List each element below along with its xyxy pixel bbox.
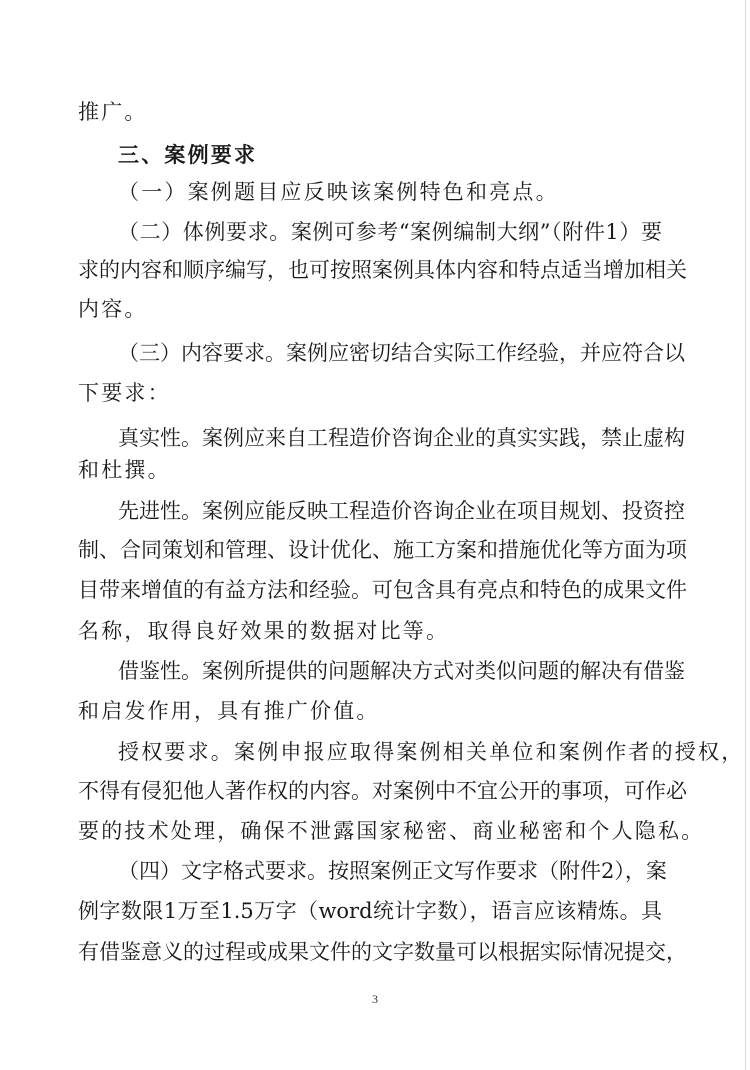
text-line: 下要求：: [78, 381, 171, 405]
text-line: 有借鉴意义的过程或成果文件的文字数量可以根据实际情况提交，: [78, 940, 687, 964]
text-line: 求的内容和顺序编写，也可按照案例具体内容和特点适当增加相关: [78, 258, 687, 282]
section-heading: 三、案例要求: [118, 143, 258, 167]
text-line: 例字数限1万至1.5万字（word统计字数），语言应该精炼。具: [78, 899, 662, 923]
page-number: 3: [372, 992, 378, 1006]
text-line: 不得有侵犯他人著作权的内容。对案例中不宜公开的事项，可作必: [78, 779, 687, 803]
text-line: （二）体例要求。案例可参考“案例编制大纲”（附件1）要: [118, 220, 662, 244]
text-line: 目带来增值的有益方法和经验。可包含具有亮点和特色的成果文件: [78, 578, 687, 602]
text-line: 要的技术处理，确保不泄露国家秘密、商业秘密和个人隐私。: [78, 819, 705, 843]
text-line: 内容。: [78, 297, 148, 321]
text-line: 推广。: [78, 100, 148, 124]
scan-edge-line: [745, 0, 746, 1070]
text-line: （三）内容要求。案例应密切结合实际工作经验，并应符合以: [118, 341, 685, 365]
text-line: 和启发作用，具有推广价值。: [78, 699, 380, 723]
text-line: 和杜撰。: [78, 458, 171, 482]
text-line: （一）案例题目应反映该案例特色和亮点。: [118, 180, 559, 204]
text-line: 借鉴性。案例所提供的问题解决方式对类似问题的解决有借鉴: [118, 659, 685, 683]
text-line: 真实性。案例应来自工程造价咨询企业的真实实践，禁止虚构: [118, 426, 685, 450]
text-line: （四）文字格式要求。按照案例正文写作要求（附件2），案: [118, 859, 667, 883]
text-line: 名称，取得良好效果的数据对比等。: [78, 619, 450, 643]
text-line: 制、合同策划和管理、设计优化、施工方案和措施优化等方面为项: [78, 538, 687, 562]
text-line: 授权要求。案例申报应取得案例相关单位和案例作者的授权，: [118, 740, 745, 764]
text-line: 先进性。案例应能反映工程造价咨询企业在项目规划、投资控: [118, 499, 685, 523]
